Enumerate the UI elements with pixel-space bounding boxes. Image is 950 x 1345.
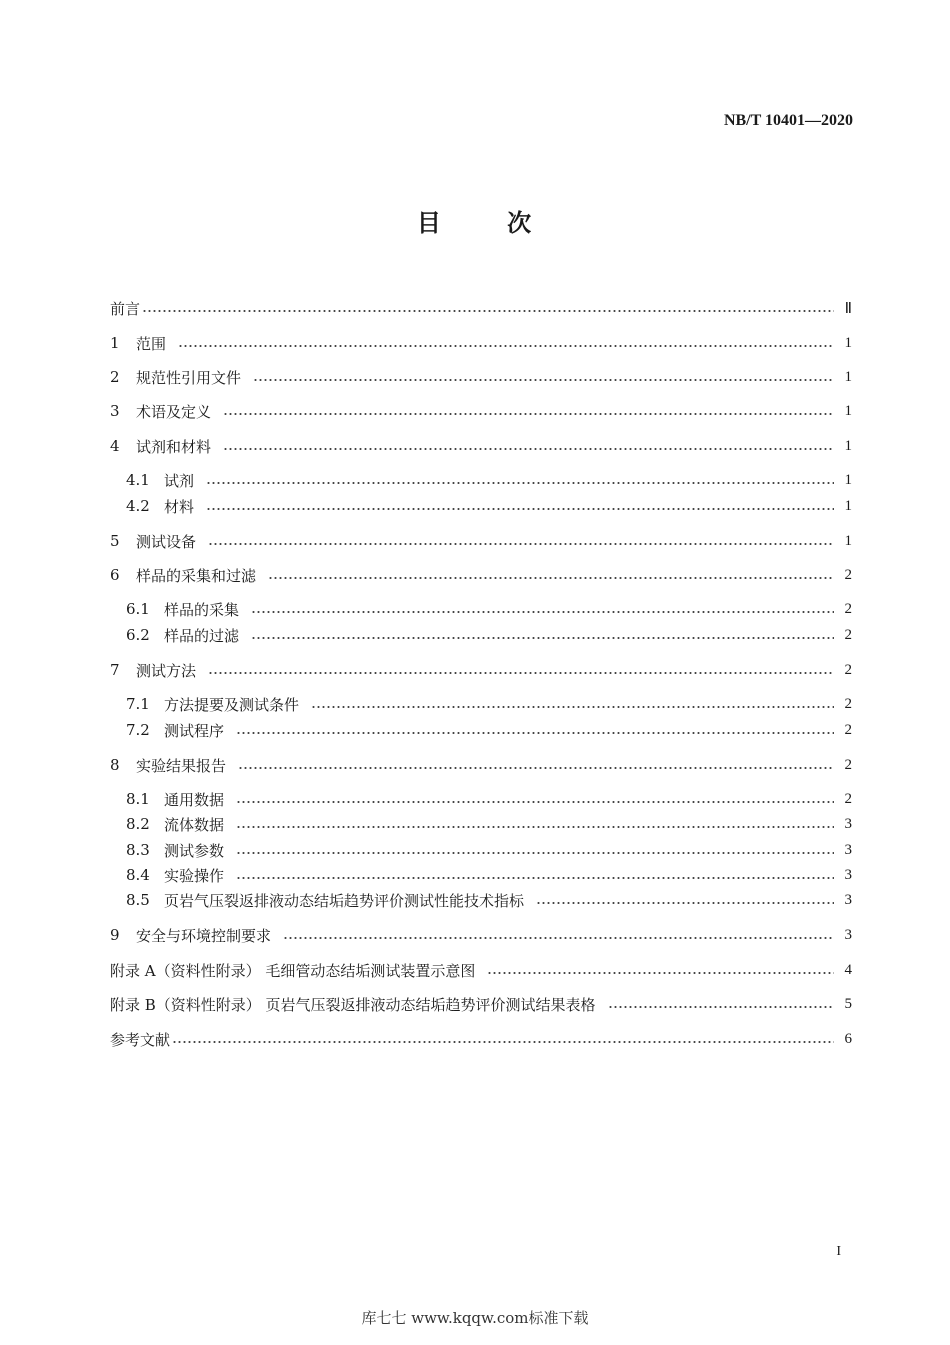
toc-leader xyxy=(536,902,834,904)
toc-label: 前言 xyxy=(110,299,141,318)
toc-leader xyxy=(208,672,834,674)
toc-number: 6.1 xyxy=(126,600,150,618)
toc-page: 3 xyxy=(844,841,852,858)
toc-leader xyxy=(608,1006,834,1008)
toc-leader xyxy=(223,448,834,450)
toc-number: 7.2 xyxy=(126,721,150,739)
toc-label: 安全与环境控制要求 xyxy=(136,926,272,945)
toc-label: 通用数据 xyxy=(164,790,225,809)
toc-page: 3 xyxy=(844,815,852,832)
toc-label: 测试程序 xyxy=(164,721,225,740)
toc-label: 测试参数 xyxy=(164,841,225,860)
toc-label: 附录 A（资料性附录） 毛细管动态结垢测试装置示意图 xyxy=(110,961,476,980)
toc-page: 6 xyxy=(844,1030,852,1047)
toc-page: 3 xyxy=(844,926,852,943)
toc-leader xyxy=(236,801,834,803)
page-title xyxy=(0,203,950,238)
toc-leader xyxy=(253,379,834,381)
toc-number: 4 xyxy=(110,437,120,455)
toc-page: 3 xyxy=(844,866,852,883)
toc-entry-8[interactable] xyxy=(110,752,852,778)
toc-leader xyxy=(208,543,834,545)
title-char-2: 次 xyxy=(507,209,534,237)
title-char-1: 目 xyxy=(416,209,443,237)
toc-leader xyxy=(223,413,834,415)
toc-number: 8.3 xyxy=(126,841,150,859)
toc-number: 8.4 xyxy=(126,866,150,884)
toc-page: Ⅱ xyxy=(844,300,852,317)
toc-number: 6.2 xyxy=(126,626,150,644)
toc-leader xyxy=(206,482,834,484)
toc-page: 2 xyxy=(844,626,852,643)
toc-entry-4[interactable] xyxy=(110,433,852,459)
toc-leader xyxy=(311,706,834,708)
toc-entry-4-2[interactable] xyxy=(126,493,852,519)
toc-entry-3[interactable] xyxy=(110,398,852,424)
toc-label: 样品的采集 xyxy=(164,600,240,619)
toc-page: 1 xyxy=(844,334,852,351)
toc-number: 8.1 xyxy=(126,790,150,808)
toc-page: 1 xyxy=(844,471,852,488)
toc-leader xyxy=(142,310,834,312)
toc-number: 3 xyxy=(110,402,120,420)
toc-label: 实验操作 xyxy=(164,866,225,885)
toc-leader xyxy=(283,937,834,939)
toc-leader xyxy=(172,1041,834,1043)
toc-number: 4.1 xyxy=(126,471,150,489)
toc-entry-references[interactable] xyxy=(110,1026,852,1052)
toc-entry-1[interactable] xyxy=(110,330,852,356)
toc-entry-6-2[interactable] xyxy=(126,622,852,648)
toc-page: 1 xyxy=(844,532,852,549)
toc-leader xyxy=(236,877,834,879)
toc-page: 2 xyxy=(844,695,852,712)
toc-label: 方法提要及测试条件 xyxy=(164,695,300,714)
toc-entry-8-1[interactable] xyxy=(126,786,852,812)
toc-entry-4-1[interactable] xyxy=(126,467,852,493)
toc-entry-6-1[interactable] xyxy=(126,596,852,622)
toc-leader xyxy=(251,611,834,613)
toc-label: 附录 B（资料性附录） 页岩气压裂返排液动态结垢趋势评价测试结果表格 xyxy=(110,995,596,1014)
toc-leader xyxy=(206,508,834,510)
toc-label: 术语及定义 xyxy=(136,402,212,421)
toc-label: 试剂和材料 xyxy=(136,437,212,456)
toc-entry-7[interactable] xyxy=(110,657,852,683)
toc-label: 流体数据 xyxy=(164,815,225,834)
toc-page: 3 xyxy=(844,891,852,908)
toc-entry-appendix-a[interactable] xyxy=(110,957,852,983)
toc-entry-8-4[interactable] xyxy=(126,862,852,888)
toc-entry-6[interactable] xyxy=(110,562,852,588)
toc-number: 8.2 xyxy=(126,815,150,833)
toc-page: 2 xyxy=(844,756,852,773)
toc-number: 4.2 xyxy=(126,497,150,515)
toc-entry-7-2[interactable] xyxy=(126,717,852,743)
toc-label: 实验结果报告 xyxy=(136,756,227,775)
toc-label: 材料 xyxy=(164,497,195,516)
toc-entry-5[interactable] xyxy=(110,528,852,554)
toc-label: 测试设备 xyxy=(136,532,197,551)
toc-page: 1 xyxy=(844,437,852,454)
toc-number: 7.1 xyxy=(126,695,150,713)
toc-number: 9 xyxy=(110,926,120,944)
toc-number: 6 xyxy=(110,566,120,584)
toc-number: 8 xyxy=(110,756,120,774)
toc-label: 样品的采集和过滤 xyxy=(136,566,257,585)
toc-number: 1 xyxy=(110,334,120,352)
toc-leader xyxy=(236,826,834,828)
toc-page: 2 xyxy=(844,566,852,583)
footer-watermark: 库七七 www.kqqw.com标准下载 xyxy=(361,1309,589,1327)
page-number: I xyxy=(836,1244,841,1259)
toc-label: 样品的过滤 xyxy=(164,626,240,645)
toc-label: 试剂 xyxy=(164,471,195,490)
toc-entry-7-1[interactable] xyxy=(126,691,852,717)
toc-page: 1 xyxy=(844,497,852,514)
toc-page: 2 xyxy=(844,661,852,678)
toc-number: 8.5 xyxy=(126,891,150,909)
toc-label: 测试方法 xyxy=(136,661,197,680)
toc-page: 5 xyxy=(844,995,852,1012)
toc-page: 2 xyxy=(844,790,852,807)
toc-entry-8-3[interactable] xyxy=(126,837,852,863)
toc-number: 5 xyxy=(110,532,120,550)
toc-number: 2 xyxy=(110,368,120,386)
toc-leader xyxy=(487,972,834,974)
toc-page: 2 xyxy=(844,721,852,738)
toc-label: 页岩气压裂返排液动态结垢趋势评价测试性能技术指标 xyxy=(164,891,525,910)
toc-leader xyxy=(236,852,834,854)
toc-leader xyxy=(268,577,834,579)
toc-leader xyxy=(238,767,834,769)
toc-entry-8-5[interactable] xyxy=(126,887,852,913)
toc-page: 2 xyxy=(844,600,852,617)
toc-page: 1 xyxy=(844,402,852,419)
toc-entry-2[interactable] xyxy=(110,364,852,390)
toc-label: 参考文献 xyxy=(110,1030,171,1049)
toc-leader xyxy=(251,637,834,639)
standard-code: NB/T 10401—2020 xyxy=(723,112,853,129)
toc-leader xyxy=(236,732,834,734)
toc-entry-foreword[interactable] xyxy=(110,295,852,321)
toc-page: 4 xyxy=(844,961,852,978)
toc-entry-appendix-b[interactable] xyxy=(110,991,852,1017)
toc-entry-9[interactable] xyxy=(110,922,852,948)
toc-page: 1 xyxy=(844,368,852,385)
toc-number: 7 xyxy=(110,661,120,679)
toc-entry-8-2[interactable] xyxy=(126,811,852,837)
toc-label: 规范性引用文件 xyxy=(136,368,242,387)
toc-label: 范围 xyxy=(136,334,167,353)
toc-leader xyxy=(178,345,834,347)
